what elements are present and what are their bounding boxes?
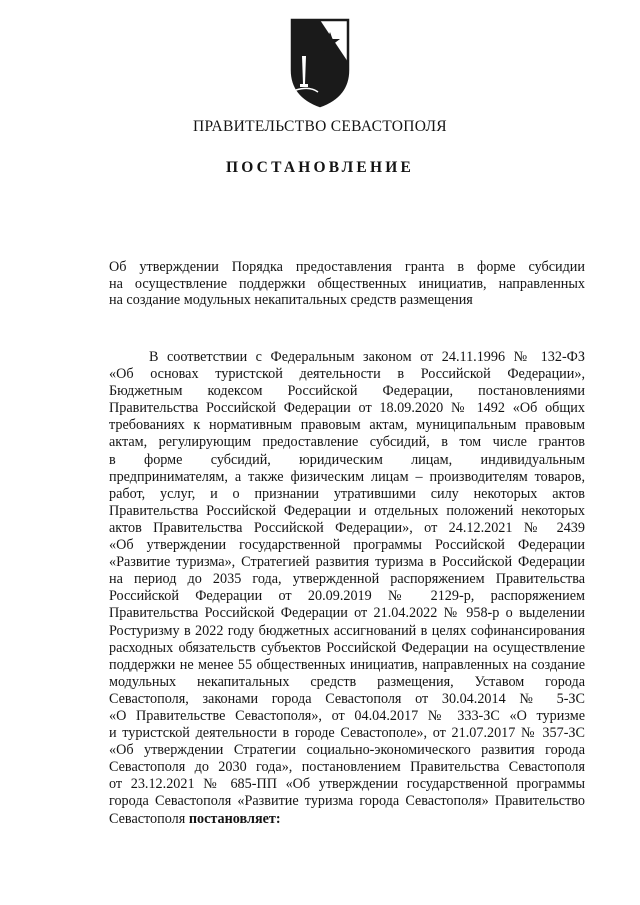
document-body [109, 349, 585, 828]
body-line: Российской Федерации от 20.09.2019 № 2129-р, распоряжением [109, 588, 585, 605]
subject-line: на осуществление поддержки общественных инициатив, направленных [109, 275, 585, 292]
body-line: и туристской деятельности в городе Севастополе», от 21.07.2017 № 357-ЗС [109, 725, 585, 742]
document-type-title: ПОСТАНОВЛЕНИЕ [225, 159, 415, 176]
body-line: «Развитие туризма», Стратегией развития туризма в Российской Федерации [109, 554, 585, 571]
body-line: «Об утверждении Стратегии социально-экономического развития города [109, 742, 585, 759]
body-line: предпринимателям, а также физическим лицам – производителям товаров, [109, 468, 585, 485]
body-line: поддержки не менее 55 общественных инициатив, направленных на создание [109, 656, 585, 673]
body-line: Правительства Российской Федерации от 21.04.2022 № 958-р о выделении [109, 605, 585, 622]
body-line: актов Правительства Российской Федерации», от 24.12.2021 № 2439 [109, 519, 585, 536]
subject-line: Об утверждении Порядка предоставления гранта в форме субсидии [109, 259, 585, 275]
body-line: Ростуризму в 2022 году бюджетных ассигнований в целях софинансирования [109, 622, 585, 639]
resolves-keyword: постановляет: [188, 810, 281, 827]
body-line-final [109, 811, 585, 828]
body-line: «О Правительстве Севастополя», от 04.04.2017 № 333-ЗС «О туризме [109, 707, 585, 724]
body-line: города Севастополя «Развитие туризма города Севастополя» Правительство [109, 793, 585, 810]
subject-line: на создание модульных некапитальных средств размещения [109, 292, 473, 309]
body-line: «Об основах туристской деятельности в Российской Федерации», [109, 366, 585, 383]
body-line: требованиях к нормативным правовым актам, муниципальным правовым [109, 417, 585, 434]
body-line: работ, услуг, и о признании утратившими силу некоторых актов [109, 485, 585, 502]
body-line: от 23.12.2021 № 685-ПП «Об утверждении государственной программы [109, 776, 585, 793]
body-final-text: Севастополя [109, 810, 189, 827]
body-line: модульных некапитальных средств размещения, Уставом города [109, 673, 585, 690]
body-line: расходных обязательств субъектов Российской Федерации на осуществление [109, 639, 585, 656]
body-line: Севастополя до 2030 года», постановлением Правительства Севастополя [109, 759, 585, 776]
body-line: «Об утверждении государственной программы Российской Федерации [109, 537, 585, 554]
document-subject [109, 259, 585, 309]
body-line: Правительства Российской Федерации и отдельных положений некоторых [109, 502, 585, 519]
body-line: Правительства Российской Федерации от 18.09.2020 № 1492 «Об общих [109, 400, 585, 417]
body-line: на период до 2035 года, утвержденной распоряжением Правительства [109, 571, 585, 588]
body-line: Бюджетным кодексом Российской Федерации, постановлениями [109, 383, 585, 400]
body-line: Севастополя, законами города Севастополя от 30.04.2014 № 5-ЗС [109, 690, 585, 707]
government-name: ПРАВИТЕЛЬСТВО СЕВАСТОПОЛЯ [193, 118, 447, 135]
body-line: актам, регулирующим предоставление субсидий, в том числе грантов [109, 434, 585, 451]
sevastopol-coat-of-arms-icon [288, 18, 352, 108]
body-line: в форме субсидий, юридическим лицам, индивидуальным [109, 451, 585, 468]
body-line: В соответствии с Федеральным законом от 24.11.1996 № 132-ФЗ [149, 349, 585, 365]
